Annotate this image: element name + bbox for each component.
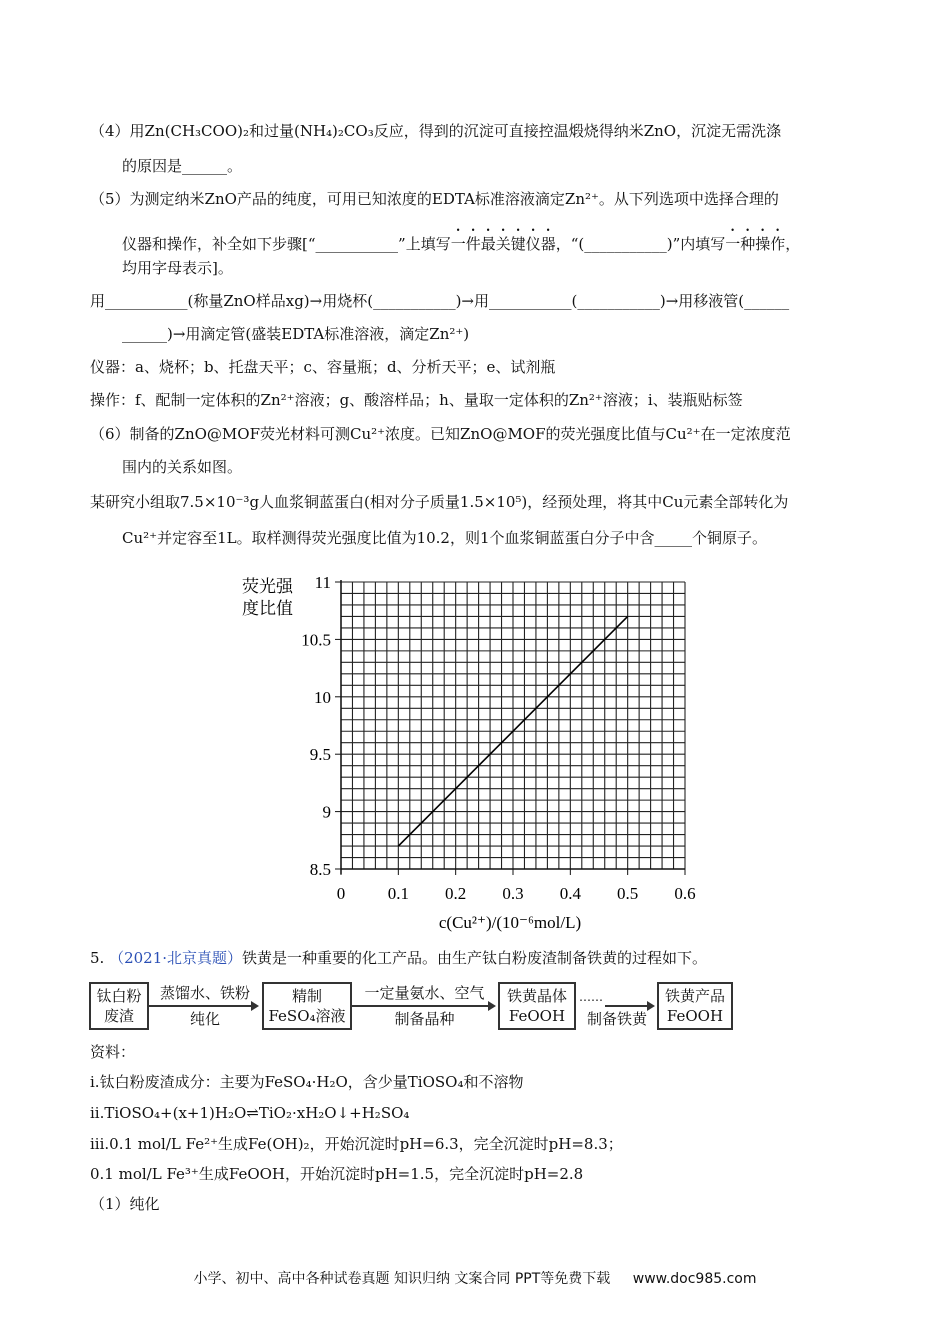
flow-box-waste xyxy=(89,982,149,1030)
y-tick-label: 10.5 xyxy=(301,630,331,650)
material-i: i.钛白粉废渣成分：主要为FeSO₄·H₂O，含少量TiOSO₄和不溶物 xyxy=(90,1073,524,1091)
q6-line2: 围内的关系如图。 xyxy=(122,458,243,476)
box-text: FeOOH xyxy=(666,1007,724,1025)
chart-ticks xyxy=(301,573,695,903)
y-tick-label: 8.5 xyxy=(309,860,331,879)
q5-line2 xyxy=(122,226,800,254)
q5-text: ，“(___________)”内填写 xyxy=(555,235,726,253)
flow-arrow-2 xyxy=(352,1005,494,1007)
problem-number: 5. xyxy=(90,949,105,967)
y-axis-label-line2: 度比值 xyxy=(242,599,293,618)
material-iii: iii.0.1 mol/L Fe²⁺生成Fe(OH)₂，开始沉淀时pH=6.3，完全沉淀时pH=8.3； xyxy=(90,1135,623,1153)
box-text: 精制 xyxy=(291,987,322,1005)
sub-question-1: （1）纯化 xyxy=(90,1195,160,1213)
x-tick-label: 0.5 xyxy=(617,884,639,903)
q4-line2: 的原因是______。 xyxy=(122,157,243,175)
fluorescence-chart xyxy=(230,570,700,940)
q5-steps-line1: 用___________(称量ZnO样品xg)→用烧杯(___________)→用___________(___________)→用移液管(______ xyxy=(90,292,790,310)
y-axis-label-line1: 荧光强 xyxy=(242,577,293,596)
arrow3-bottom-label: 制备铁黄 xyxy=(586,1010,647,1028)
x-tick-label: 0.4 xyxy=(559,884,581,903)
q5-line3: 均用字母表示]。 xyxy=(122,259,233,277)
x-tick-label: 0.6 xyxy=(674,884,696,903)
x-tick-label: 0.1 xyxy=(387,884,409,903)
q6-line3: 某研究小组取7.5×10⁻³g人血浆铜蓝蛋白(相对分子质量1.5×10⁵)，经预处理，将其中Cu元素全部转化为 xyxy=(90,493,789,511)
problem5-header xyxy=(90,948,707,968)
flow-dots: …… xyxy=(579,990,603,1004)
footer-text: 小学、初中、高中各种试卷真题 知识归纳 文案合同 PPT等免费下载 xyxy=(193,1271,611,1287)
box-text: 铁黄产品 xyxy=(664,987,725,1005)
box-text: FeOOH xyxy=(508,1007,566,1025)
chart-grid xyxy=(341,582,685,869)
q6-line4: Cu²⁺并定容至1L。取样测得荧光强度比值为10.2，则1个血浆铜蓝蛋白分子中含_____个铜原子。 xyxy=(122,529,768,547)
x-tick-label: 0.2 xyxy=(445,884,467,903)
arrow1-bottom-label: 纯化 xyxy=(189,1010,220,1028)
y-tick-label: 10 xyxy=(314,687,331,707)
x-axis-label: c(Cu²⁺)/(10⁻⁶mol/L) xyxy=(438,913,582,932)
q4-line1: （4）用Zn(CH₃COO)₂和过量(NH₄)₂CO₃反应，得到的沉淀可直接控温煅烧得纳米ZnO，沉淀无需洗涤 xyxy=(90,122,782,140)
box-text: 废渣 xyxy=(103,1007,134,1025)
flow-arrow-1 xyxy=(149,1005,257,1007)
box-text: 铁黄晶体 xyxy=(506,987,567,1005)
flow-box-crystal xyxy=(498,982,576,1030)
footer xyxy=(0,1268,950,1288)
material-ii: ii.TiOSO₄+(x+1)H₂O⇌TiO₂·xH₂O↓+H₂SO₄ xyxy=(90,1104,410,1122)
q5-line1: （5）为测定纳米ZnO产品的纯度，可用已知浓度的EDTA标准溶液滴定Zn²⁺。从下列选项中选择合理的 xyxy=(90,190,779,208)
operations-list: 操作：f、配制一定体积的Zn²⁺溶液；g、酸溶样品；h、量取一定体积的Zn²⁺溶液；i、装瓶贴标签 xyxy=(90,391,743,409)
q5-emphasis: 一种操作 xyxy=(725,235,786,253)
box-text: FeSO₄溶液 xyxy=(268,1007,346,1025)
flow-arrow-3 xyxy=(605,1005,653,1007)
footer-site-link[interactable]: www.doc985.com xyxy=(632,1271,757,1287)
flow-box-feso4 xyxy=(262,982,352,1030)
problem-source-link[interactable]: （2021·北京真题） xyxy=(109,949,243,967)
q5-emphasis: 一件最关键仪器 xyxy=(450,235,556,253)
q5-steps-line2: ______)→用滴定管(盛装EDTA标准溶液，滴定Zn²⁺) xyxy=(122,325,470,343)
box-text: 钛白粉 xyxy=(96,987,142,1005)
q6-line1: （6）制备的ZnO@MOF荧光材料可测Cu²⁺浓度。已知ZnO@MOF的荧光强度比值与Cu²⁺在一定浓度范 xyxy=(90,425,791,443)
arrow1-top-label: 蒸馏水、铁粉 xyxy=(159,984,250,1002)
y-tick-label: 9.5 xyxy=(309,745,331,765)
arrow2-top-label: 一定量氨水、空气 xyxy=(364,984,485,1002)
x-tick-label: 0 xyxy=(336,884,346,903)
instruments-list: 仪器：a、烧杯；b、托盘天平；c、容量瓶；d、分析天平；e、试剂瓶 xyxy=(90,358,556,376)
problem-intro: 铁黄是一种重要的化工产品。由生产钛白粉废渣制备铁黄的过程如下。 xyxy=(242,949,708,967)
material-iv: 0.1 mol/L Fe³⁺生成FeOOH，开始沉淀时pH=1.5，完全沉淀时pH=2.8 xyxy=(90,1165,584,1183)
arrow2-bottom-label: 制备晶种 xyxy=(394,1010,455,1028)
y-tick-label: 11 xyxy=(314,573,331,592)
x-tick-label: 0.3 xyxy=(502,884,524,903)
flow-box-product xyxy=(657,982,733,1030)
materials-title: 资料： xyxy=(90,1043,136,1061)
y-tick-label: 9 xyxy=(322,802,331,822)
q5-text: 仪器和操作，补全如下步骤[“___________”上填写 xyxy=(122,235,451,253)
q5-text: ， xyxy=(785,235,801,253)
